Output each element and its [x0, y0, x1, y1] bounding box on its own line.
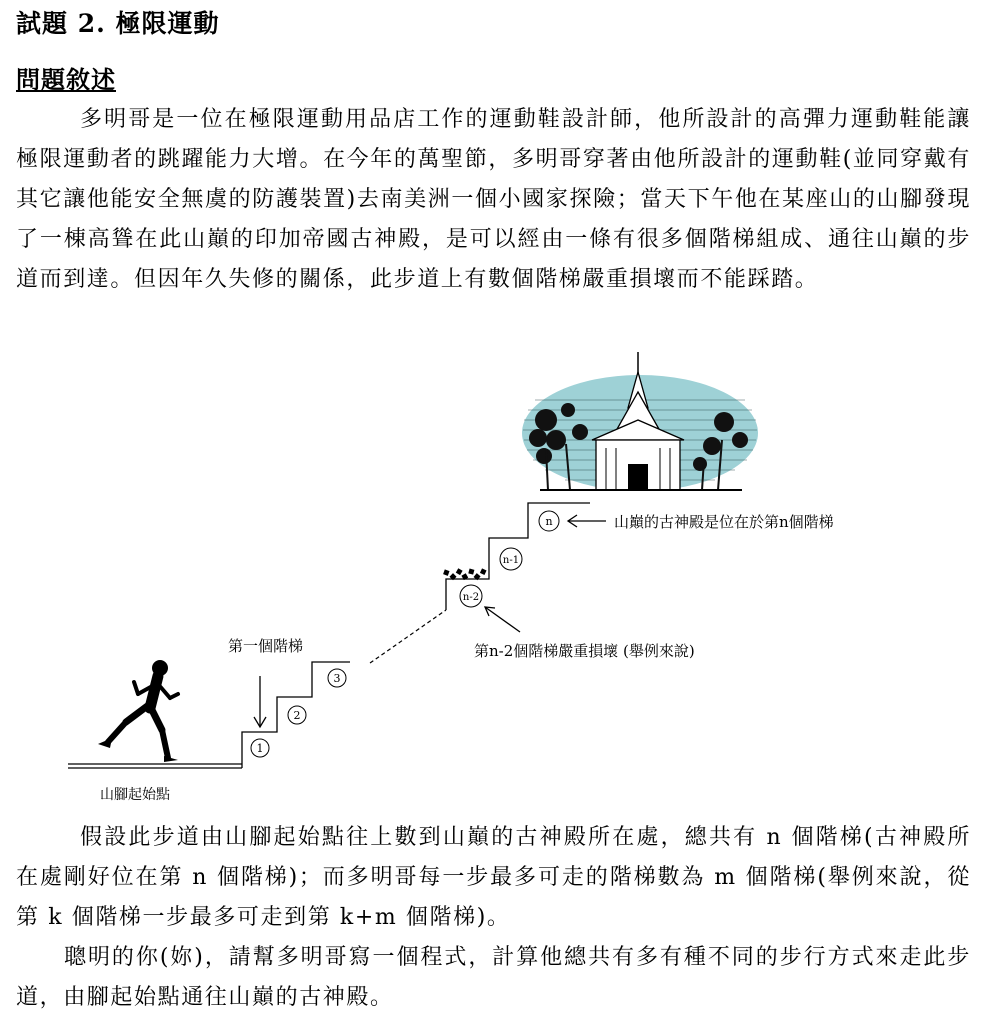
temple-illustration: [522, 352, 758, 491]
first-step-arrow: [254, 676, 266, 727]
broken-step-label: 第n-2個階梯嚴重損壞 (舉例來說): [474, 642, 695, 660]
step-number: n: [545, 515, 553, 528]
step-number: 1: [256, 742, 264, 755]
ground-line: [68, 764, 242, 768]
broken-step-arrow: [485, 607, 520, 632]
step-number: 3: [333, 672, 341, 685]
temple-arrow: [568, 515, 606, 527]
step-number: 2: [293, 709, 301, 722]
step-marker-1: [251, 739, 269, 757]
step-number: n-2: [462, 592, 480, 603]
step-marker-n: [539, 511, 559, 531]
runner-figure: [98, 660, 178, 762]
step-marker-n-1: [500, 548, 522, 570]
start-point-label: 山腳起始點: [100, 787, 170, 803]
definition-paragraph: 假設此步道由山腳起始點往上數到山巔的古神殿所在處，總共有 n 個階梯(古神殿所在處剛好位在第 n 個階梯)；而多明哥每一步最多可走的階梯數為 m 個階梯(舉例來說，從第 k 個階梯一步最多可走到第 k+m 個階梯)。: [16, 825, 971, 930]
first-step-label: 第一個階梯: [228, 637, 304, 655]
story-paragraph: 多明哥是一位在極限運動用品店工作的運動鞋設計師，他所設計的高彈力運動鞋能讓極限運動者的跳躍能力大增。在今年的萬聖節，多明哥穿著由他所設計的運動鞋(並同穿戴有其它讓他能安全無虞的防護裝置)去南美洲一個小國家探險；當天下午他在某座山的山腳發現了一棟高聳在此山巔的印加帝國古神殿，是可以經由一條有很多個階梯組成、通往山巔的步道而到達。但因年久失修的關係，此步道上有數個階梯嚴重損壞而不能踩踏。: [16, 107, 971, 292]
section-heading: 問題敘述: [16, 65, 116, 94]
step-number: n-1: [502, 555, 520, 566]
stairs-continuation: [370, 610, 446, 663]
task-paragraph: 聰明的你(妳)，請幫多明哥寫一個程式，計算他總共有多有種不同的步行方式來走此步道，由腳起始點通往山巔的古神殿。: [16, 945, 971, 1010]
problem-title: 試題 2. 極限運動: [16, 9, 220, 38]
temple-label: 山巔的古神殿是位在於第n個階梯: [614, 513, 834, 531]
step-marker-3: [328, 669, 346, 687]
staircase-diagram: [0, 340, 995, 810]
step-marker-n-2: [460, 585, 482, 607]
step-marker-2: [288, 706, 306, 724]
